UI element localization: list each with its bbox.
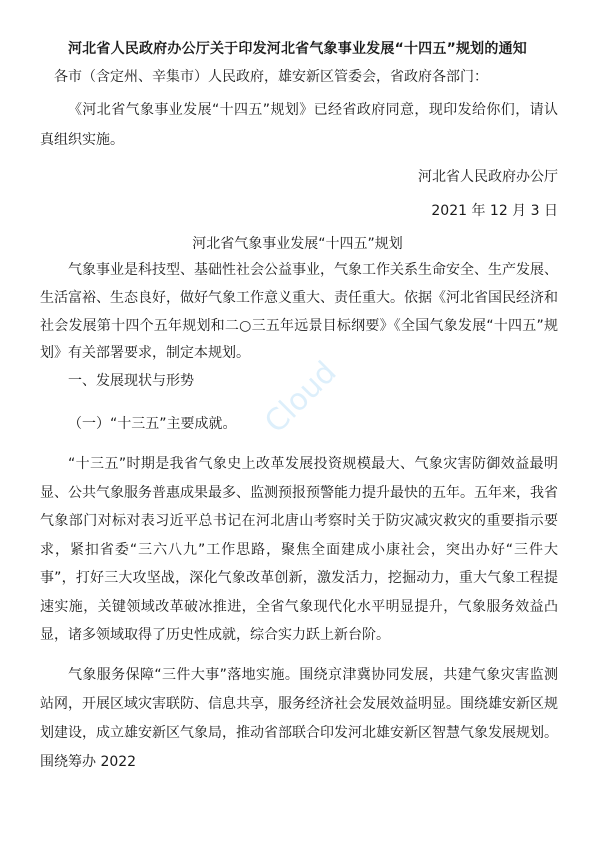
achievements-paragraph: “十三五”时期是我省气象史上改革发展投资规模最大、气象灾害防御效益最明显、公共气象服务普惠成果最多、监测预报预警能力提升最快的五年。五年来，我省气象部门对标对表习近平总书记在河北唐山考察时关于防灾减灾救灾的重要指示要求，紧扣省委“三六八九”工作思路，聚焦全面建成小康社会，突出办好“三件大事”，打好三大攻坚战，深化气象改革创新，激发活力，挖掘动力，重大气象工程提速实施，关键领域改革破冰推进，全省气象现代化水平明显提升，气象服务效益凸显，诸多领域取得了历史性成就，综合实力跃上新台阶。	[40, 456, 558, 643]
document-title: 河北省人民政府办公厅关于印发河北省气象事业发展“十四五”规划的通知	[67, 41, 527, 57]
issuer-name: 河北省人民政府办公厅	[418, 169, 558, 185]
intro-paragraph: 气象事业是科技型、基础性社会公益事业，气象工作关系生命安全、生产发展、生活富裕、生态良好，做好气象工作意义重大、责任重大。依据《河北省国民经济和社会发展第十四个五年规划和二○三五年远景目标纲要》《全国气象发展“十四五”规划》有关部署要求，制定本规划。	[40, 262, 558, 362]
plan-title: 河北省气象事业发展“十四五”规划	[192, 236, 403, 252]
subsection-heading-1: （一）“十三五”主要成就。	[68, 416, 237, 432]
issue-date: 2021 年 12 月 3 日	[431, 203, 558, 219]
services-paragraph: 气象服务保障“三件大事”落地实施。围绕京津冀协同发展，共建气象灾害监测站网，开展区域灾害联防、信息共享，服务经济社会发展效益明显。围绕雄安新区规划建设，成立雄安新区气象局，推动省部联合印发河北雄安新区智慧气象发展规划。围绕筹办 2022	[40, 667, 558, 770]
section-heading-1: 一、发展现状与形势	[68, 373, 194, 389]
recipients-line: 各市（含定州、辛集市）人民政府，雄安新区管委会，省政府各部门：	[54, 69, 488, 85]
watermark-text: Cloud	[258, 354, 344, 441]
notice-body: 《河北省气象事业发展“十四五”规划》已经省政府同意，现印发给你们，请认真组织实施。	[40, 102, 558, 148]
